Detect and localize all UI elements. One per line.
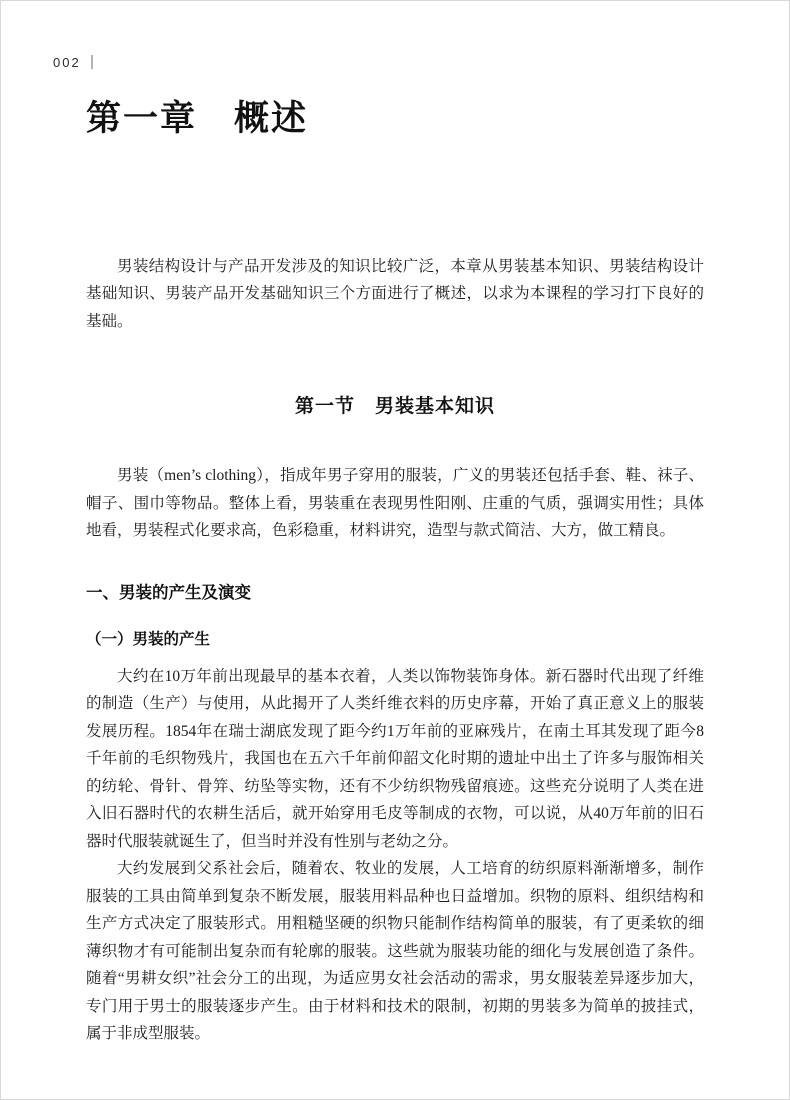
chapter-title: 第一章 概述 bbox=[86, 99, 309, 138]
subheading-origin-of-menswear: （一）男装的产生 bbox=[86, 630, 211, 648]
heading-origin-and-evolution: 一、男装的产生及演变 bbox=[86, 583, 251, 602]
section-intro-paragraph: 男装（men’s clothing），指成年男子穿用的服装，广义的男装还包括手套、鞋、袜子、帽子、围巾等物品。整体上看，男装重在表现男性阳刚、庄重的气质，强调实用性；具体地看，男装程式化要求高，色彩稳重，材料讲究，造型与款式简洁、大方，做工精良。 bbox=[86, 467, 704, 540]
page-header bbox=[53, 53, 704, 71]
paragraph-origin-1: 大约在10万年前出现最早的基本衣着，人类以饰物装饰身体。新石器时代出现了纤维的制造（生产）与使用，从此揭开了人类纤维衣料的历史序幕，开始了真正意义上的服装发展历程。1854年在瑞士湖底发现了距今约1万年前的亚麻残片，在南土耳其发现了距今8千年前的毛织物残片，我国也在五六千年前仰韶文化时期的遗址中出土了许多与服饰相关的纺轮、骨针、骨笄、纺坠等实物，还有不少纺织物残留痕迹。这些充分说明了人类在进入旧石器时代的农耕生活后，就开始穿用毛皮等制成的衣物，可以说，从40万年前的旧石器时代服装就诞生了，但当时并没有性别与老幼之分。 bbox=[86, 667, 704, 850]
chapter-intro-paragraph: 男装结构设计与产品开发涉及的知识比较广泛，本章从男装基本知识、男装结构设计基础知识、男装产品开发基础知识三个方面进行了概述，以求为本课程的学习打下良好的基础。 bbox=[86, 257, 704, 330]
section-title: 第一节 男装基本知识 bbox=[294, 396, 495, 418]
header-divider bbox=[91, 55, 93, 69]
paragraph-origin-2: 大约发展到父系社会后，随着农、牧业的发展，人工培育的纺织原料渐渐增多，制作服装的工具由简单到复杂不断发展，服装用料品种也日益增加。织物的原料、组织结构和生产方式决定了服装形式。用粗糙坚硬的织物只能制作结构简单的服装，有了更柔软的细薄织物才有可能制出复杂而有轮廓的服装。这些就为服装功能的细化与发展创造了条件。随着“男耕女织”社会分工的出现，为适应男女社会活动的需求，男女服装差异逐步加大，专门用于男士的服装逐步产生。由于材料和技术的限制，初期的男装多为简单的披挂式，属于非成型服装。 bbox=[86, 860, 704, 1043]
page-number: 002 bbox=[53, 54, 81, 70]
